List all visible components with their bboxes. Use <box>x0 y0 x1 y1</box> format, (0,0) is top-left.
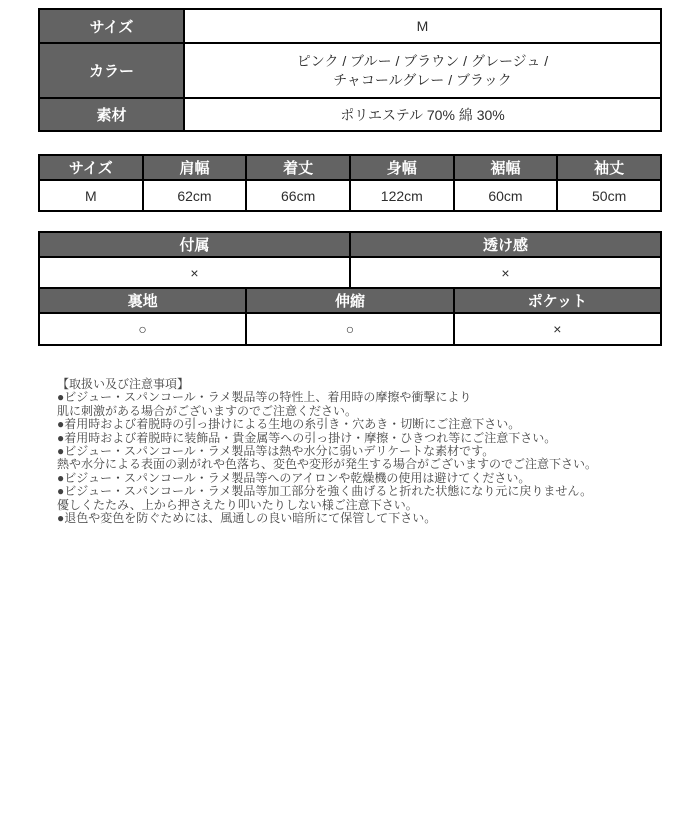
care-note-line: ●着用時および着脱時の引っ掛けによる生地の糸引き・穴あき・切断にご注意下さい。 <box>57 417 521 432</box>
care-note-line: ●ビジュー・スパンコール・ラメ製品等へのアイロンや乾燥機の使用は避けてください。 <box>57 470 531 485</box>
meas-header-size: サイズ <box>39 155 143 180</box>
table-header-row <box>39 232 661 257</box>
table-row <box>39 313 661 345</box>
meas-value-sleeve: 50cm <box>557 180 661 211</box>
feat-header-sheerness: 透け感 <box>350 232 661 257</box>
care-note-line: ●着用時および着脱時に装飾品・貴金属等への引っ掛け・摩擦・ひきつれ等にご注意下さい。 <box>57 430 557 445</box>
table-header-row <box>39 155 661 180</box>
table-row <box>39 98 661 131</box>
care-note-line: 熱や水分による表面の剥がれや色落ち、変色や変形が発生する場合がございますのでご注意下さい。 <box>57 457 598 472</box>
table-header-row <box>39 288 661 313</box>
feat-value-lining: ○ <box>39 313 246 345</box>
feat-value-stretch: ○ <box>246 313 453 345</box>
care-note-line: ●ビジュー・スパンコール・ラメ製品等の特性上、着用時の摩擦や衝撃により <box>57 390 472 405</box>
meas-value-hem: 60cm <box>454 180 558 211</box>
feat-header-stretch: 伸縮 <box>246 288 453 313</box>
meas-value-length: 66cm <box>246 180 350 211</box>
meas-header-width: 身幅 <box>350 155 454 180</box>
spec-label-color: カラー <box>39 43 184 98</box>
color-list-line1: ピンク / ブルー / ブラウン / グレージュ / <box>296 52 549 69</box>
feat-value-accessories: × <box>39 257 350 288</box>
care-note-line: ●退色や変色を防ぐためには、風通しの良い暗所にて保管して下さい。 <box>57 511 437 526</box>
feat-header-lining: 裏地 <box>39 288 246 313</box>
measurements-table <box>38 154 662 212</box>
care-notes <box>38 378 662 525</box>
meas-header-hem: 裾幅 <box>454 155 558 180</box>
features-table-top <box>38 231 662 289</box>
spec-value-color <box>184 43 661 98</box>
meas-value-size: M <box>39 180 143 211</box>
spec-table <box>38 8 662 132</box>
care-note-line: ●ビジュー・スパンコール・ラメ製品等加工部分を強く曲げると折れた状態になり元に戻りません。 <box>57 484 593 499</box>
features-table-bottom <box>38 287 662 346</box>
spec-value-material: ポリエステル 70% 綿 30% <box>184 98 661 131</box>
spec-value-size: M <box>184 9 661 43</box>
care-note-line: ●ビジュー・スパンコール・ラメ製品等は熱や水分に弱いデリケートな素材です。 <box>57 444 495 459</box>
meas-value-shoulder: 62cm <box>143 180 247 211</box>
table-row <box>39 257 661 288</box>
feat-header-pocket: ポケット <box>454 288 661 313</box>
feat-value-sheerness: × <box>350 257 661 288</box>
table-row <box>39 43 661 98</box>
spec-label-material: 素材 <box>39 98 184 131</box>
table-row <box>39 9 661 43</box>
care-notes-title: 【取扱い及び注意事項】 <box>57 377 190 391</box>
color-list-line2: チャコールグレー / ブラック <box>333 71 512 88</box>
meas-header-sleeve: 袖丈 <box>557 155 661 180</box>
spec-label-size: サイズ <box>39 9 184 43</box>
meas-header-shoulder: 肩幅 <box>143 155 247 180</box>
meas-header-length: 着丈 <box>246 155 350 180</box>
care-note-line: 優しくたたみ、上から押さえたり叩いたりしない様ご注意下さい。 <box>57 497 418 512</box>
feat-value-pocket: × <box>454 313 661 345</box>
care-note-line: 肌に刺激がある場合がございますのでご注意ください。 <box>57 403 358 418</box>
table-row <box>39 180 661 211</box>
meas-value-width: 122cm <box>350 180 454 211</box>
feat-header-accessories: 付属 <box>39 232 350 257</box>
